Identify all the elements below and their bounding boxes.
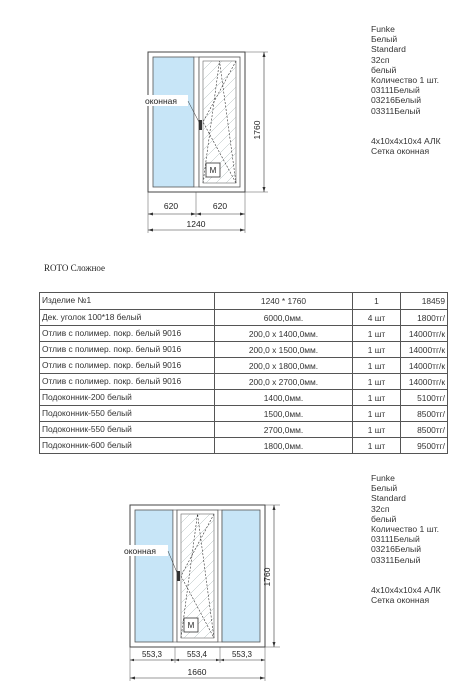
window2-drawing: [120, 495, 280, 690]
name-cell: Изделие №1: [40, 293, 215, 310]
window1-fixed-pane: [153, 57, 194, 187]
spec-net: Сетка оконная: [371, 145, 430, 156]
window2-fixed-pane-left: [135, 510, 173, 642]
qty-cell: 4 шт: [353, 310, 401, 326]
name-cell: Отлив с полимер. покр. белый 9016: [40, 358, 215, 374]
name-cell: Подоконник-600 белый: [40, 438, 215, 454]
qty-cell: 1 шт: [353, 438, 401, 454]
table-row: [40, 358, 448, 374]
spec-line: 03111Белый: [371, 85, 420, 96]
table-row: [40, 326, 448, 342]
size-cell: 200,0 x 1800,0мм.: [215, 358, 353, 374]
size-cell: 1400,0мм.: [215, 390, 353, 406]
name-cell: Отлив с полимер. покр. белый 9016: [40, 342, 215, 358]
name-cell: Подоконник-550 белый: [40, 422, 215, 438]
window2-width-dim-center: 553,4: [186, 650, 208, 659]
size-cell: 1500,0мм.: [215, 406, 353, 422]
spec-line: 03216Белый: [371, 544, 422, 555]
table-row: [40, 406, 448, 422]
spec-line: Funke: [371, 473, 395, 483]
price-cell: 1800тг/: [401, 310, 448, 326]
window1-mullion: [194, 57, 199, 187]
window2-width-dim-right: 553,3: [231, 650, 253, 659]
window1-height-dim: 1760: [252, 120, 262, 140]
spec-line: Белый: [371, 483, 398, 494]
size-cell: 200,0 x 1400,0мм.: [215, 326, 353, 342]
window2-width-dim-left: 553,3: [141, 650, 163, 659]
name-cell: Отлив с полимер. покр. белый 9016: [40, 374, 215, 390]
spec-line: 03311Белый: [371, 554, 421, 565]
window2-total-width-dim: 1660: [187, 667, 207, 677]
spec-line: Количество 1 шт.: [371, 523, 439, 534]
window1-total-width-dim: 1240: [186, 219, 206, 229]
window2-handle-icon: [177, 571, 180, 581]
spec-net: Сетка оконная: [371, 594, 430, 605]
price-cell: 5100тг/: [401, 390, 448, 406]
table-row: [40, 390, 448, 406]
spec-line: 32сп: [371, 503, 390, 514]
spec-glass: 4x10x4x10x4 АЛК: [371, 584, 441, 595]
spec-line: белый: [371, 513, 397, 524]
window1-drawing: [140, 40, 270, 240]
window1-net-mark: M: [209, 166, 217, 175]
price-cell: 18459: [401, 293, 448, 310]
spec-line: Funke: [371, 24, 395, 34]
qty-cell: 1: [353, 293, 401, 310]
spec-line: 03311Белый: [371, 105, 421, 116]
window1-width-dim-left: 620: [163, 201, 179, 211]
price-cell: 14000тг/к: [401, 374, 448, 390]
size-cell: 200,0 x 1500,0мм.: [215, 342, 353, 358]
name-cell: Подоконник-550 белый: [40, 406, 215, 422]
name-cell: Подоконник-200 белый: [40, 390, 215, 406]
table-row: [40, 374, 448, 390]
spec-line: 03111Белый: [371, 534, 420, 545]
qty-cell: 1 шт: [353, 326, 401, 342]
spec-line: Белый: [371, 34, 398, 45]
window2-spec: [371, 473, 441, 605]
price-cell: 14000тг/к: [401, 358, 448, 374]
price-cell: 8500тг/: [401, 422, 448, 438]
table-row: [40, 293, 448, 310]
window2-handle-label: оконная: [124, 546, 156, 556]
spec-glass: 4x10x4x10x4 АЛК: [371, 135, 441, 146]
qty-cell: 1 шт: [353, 358, 401, 374]
size-cell: 200,0 x 2700,0мм.: [215, 374, 353, 390]
size-cell: 1800,0мм.: [215, 438, 353, 454]
size-cell: 1240 * 1760: [215, 293, 353, 310]
section-title: ROTO Сложное: [44, 263, 105, 273]
table-row: [40, 438, 448, 454]
table-row: [40, 310, 448, 326]
price-cell: 14000тг/к: [401, 342, 448, 358]
name-cell: Дек. уголок 100*18 белый: [40, 310, 215, 326]
price-cell: 8500тг/: [401, 406, 448, 422]
qty-cell: 1 шт: [353, 342, 401, 358]
size-cell: 6000,0мм.: [215, 310, 353, 326]
spec-line: 32сп: [371, 54, 390, 65]
qty-cell: 1 шт: [353, 422, 401, 438]
qty-cell: 1 шт: [353, 390, 401, 406]
spec-line: Количество 1 шт.: [371, 74, 439, 85]
spec-line: Standard: [371, 44, 406, 55]
size-cell: 2700,0мм.: [215, 422, 353, 438]
window1-handle-label: оконная: [145, 96, 177, 106]
qty-cell: 1 шт: [353, 374, 401, 390]
spec-line: Standard: [371, 493, 406, 504]
spec-line: 03216Белый: [371, 95, 422, 106]
window1-spec: [371, 24, 441, 156]
qty-cell: 1 шт: [353, 406, 401, 422]
window1-handle-icon: [199, 120, 202, 130]
name-cell: Отлив с полимер. покр. белый 9016: [40, 326, 215, 342]
window1-width-dim-right: 620: [212, 201, 228, 211]
window2-net-mark: M: [187, 621, 195, 630]
spec-line: белый: [371, 64, 397, 75]
window2-height-dim: 1760: [262, 567, 272, 587]
table-row: [40, 342, 448, 358]
table-row: [40, 422, 448, 438]
window2-fixed-pane-right: [222, 510, 260, 642]
items-table: [39, 292, 448, 454]
price-cell: 14000тг/к: [401, 326, 448, 342]
price-cell: 9500тг/: [401, 438, 448, 454]
